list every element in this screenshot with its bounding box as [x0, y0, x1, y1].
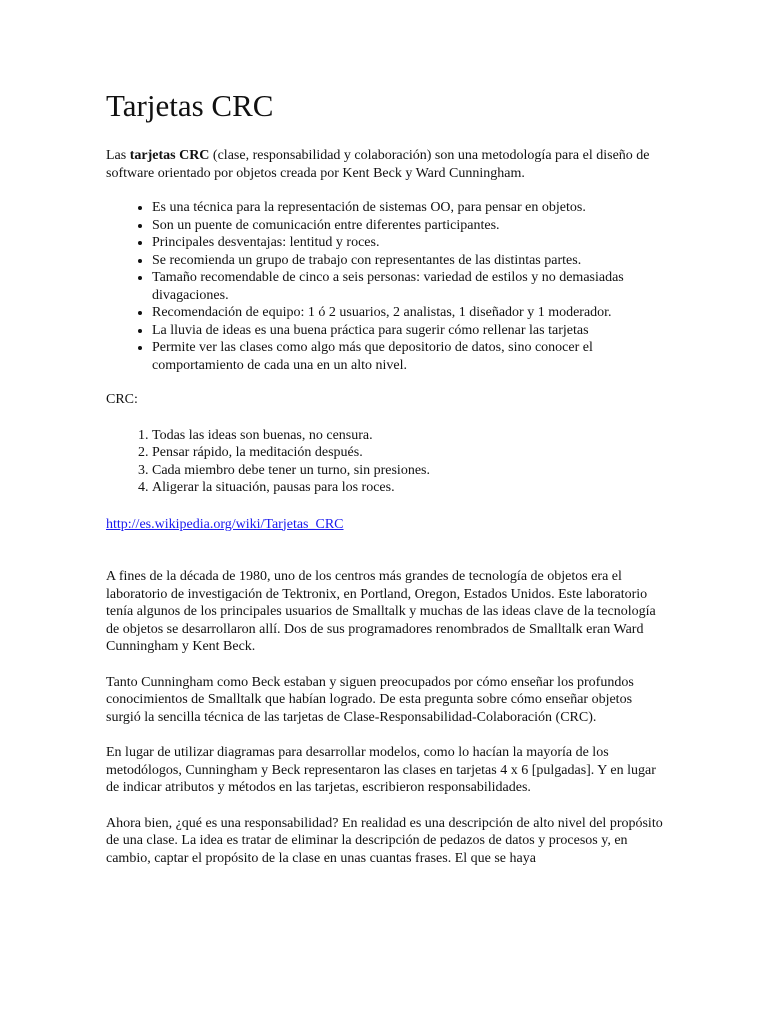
body-paragraph: Ahora bien, ¿qué es una responsabilidad? En realidad es una descripción de alto nivel del propósito de una clase. La idea es tratar de eliminar la descripción de pedazos de datos y procesos y, en cambio, captar el propósito de la clase en unas cuantas frases. El que se haya	[106, 815, 663, 866]
bullet-item: • Recomendación de equipo: 1 ó 2 usuarios, 2 analistas, 1 diseñador y 1 moderador.	[152, 304, 668, 322]
body-paragraph: A fines de la década de 1980, uno de los centros más grandes de tecnología de objetos era el laboratorio de investigación de Tektronix, en Portland, Oregon, Estados Unidos. Este laboratorio tenía algunos de los principales usuarios de Smalltalk y muchas de las ideas clave de la tecnología de objetos se desarrollaron allí. Dos de sus programadores renombrados de Smalltalk eran Ward Cunningham y Kent Beck.	[106, 569, 656, 654]
bullet-item: • La lluvia de ideas es una buena práctica para sugerir cómo rellenar las tarjetas	[152, 322, 668, 340]
bullet-item: • Tamaño recomendable de cinco a seis personas: variedad de estilos y no demasiadas divagaciones.	[152, 269, 668, 304]
intro-prefix: Las	[106, 148, 130, 163]
bullet-item: • Permite ver las clases como algo más que depositorio de datos, sino conocer el comportamiento de cada una en un alto nivel.	[152, 339, 668, 374]
bullet-list	[106, 199, 668, 374]
crc-label: CRC:	[106, 392, 138, 407]
intro-paragraph	[106, 147, 668, 182]
crc-step-item: 1. Todas las ideas son buenas, no censura.	[152, 427, 668, 445]
bullet-item: • Principales desventajas: lentitud y roces.	[152, 234, 668, 252]
crc-steps-list	[106, 427, 668, 497]
body-paragraph: Tanto Cunningham como Beck estaban y siguen preocupados por cómo enseñar los profundos conocimientos de Smalltalk que habían logrado. De esta pregunta sobre cómo enseñar objetos surgió la sencilla técnica de las tarjetas de Clase-Responsabilidad-Colaboración (CRC).	[106, 674, 634, 725]
bullet-item: • Es una técnica para la representación de sistemas OO, para pensar en objetos.	[152, 199, 668, 217]
bullet-item: • Son un puente de comunicación entre diferentes participantes.	[152, 217, 668, 235]
bullet-item: • Se recomienda un grupo de trabajo con representantes de las distintas partes.	[152, 252, 668, 270]
page-title: Tarjetas CRC	[106, 88, 274, 123]
body-paragraph: En lugar de utilizar diagramas para desarrollar modelos, como lo hacían la mayoría de los metodólogos, Cunningham y Beck representaron las clases en tarjetas 4 x 6 [pulgadas]. Y en lugar de indicar atributos y métodos en las tarjetas, escribieron responsabilidades.	[106, 745, 656, 795]
link-line	[106, 516, 668, 534]
intro-suffix: (clase, responsabilidad y colaboración) son una metodología para el diseño de software orientado por objetos creada por Kent Beck y Ward Cunningham.	[106, 148, 650, 181]
crc-step-item: 4. Aligerar la situación, pausas para los roces.	[152, 479, 668, 497]
intro-bold-term: tarjetas CRC	[129, 148, 210, 163]
wikipedia-link[interactable]: http://es.wikipedia.org/wiki/Tarjetas_CRC	[106, 516, 344, 532]
crc-step-item: 2. Pensar rápido, la meditación después.	[152, 444, 668, 462]
crc-step-item: 3. Cada miembro debe tener un turno, sin presiones.	[152, 462, 668, 480]
